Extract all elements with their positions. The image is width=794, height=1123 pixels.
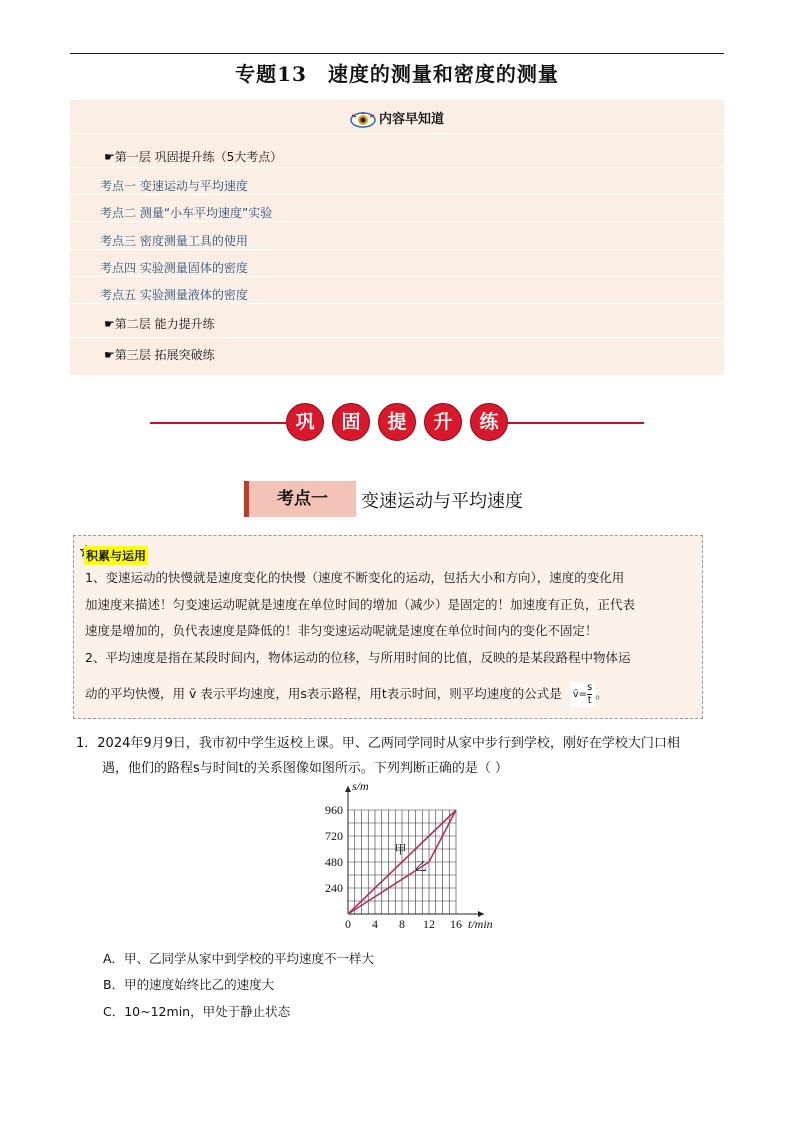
toc-layer-1[interactable]: ☛第一层 巩固提升练（5大考点）	[104, 150, 283, 164]
toc-point-2[interactable]: 考点二 测量“小车平均速度”实验	[100, 206, 273, 220]
x-tick-label: 16	[450, 917, 462, 931]
question-stem-line-1: 1．2024年9月9日，我市初中学生返校上课。甲、乙两同学同时从家中步行到学校，刚好在学校大门口相	[76, 736, 680, 751]
toc-layer-3[interactable]: ☛第三层 拓展突破练	[104, 348, 215, 362]
section-banner	[286, 403, 508, 441]
y-axis-label: s/m	[352, 779, 369, 793]
banner-line-left	[150, 422, 290, 424]
toc-box	[70, 100, 724, 375]
section-badge: 考点一	[244, 481, 356, 517]
toc-point-1[interactable]: 考点一 变速运动与平均速度	[100, 179, 248, 193]
y-tick-label: 720	[325, 829, 343, 843]
knowledge-line: 速度是增加的，负代表速度是降低的！非匀变速运动呢就是速度在单位时间内的变化不固定！	[85, 623, 598, 638]
toc-heading-text: 内容早知道	[378, 112, 444, 127]
knowledge-box	[73, 535, 703, 719]
y-tick-label: 960	[325, 803, 343, 817]
toc-heading	[70, 108, 724, 128]
top-rule	[70, 53, 724, 54]
option-b[interactable]: B．甲的速度始终比乙的速度大	[103, 977, 275, 992]
series-label: 甲	[394, 842, 407, 857]
knowledge-line-text: 动的平均快慢，用 v̄ 表示平均速度，用s表示路程，用t表示时间，则平均速度的公式是	[85, 686, 562, 701]
toc-point-4[interactable]: 考点四 实验测量固体的密度	[100, 261, 248, 275]
formula-left: v̄=	[572, 688, 588, 700]
average-speed-formula	[570, 682, 596, 707]
question-stem-line-2: 遇，他们的路程s与时间t的关系图像如图所示。下列判断正确的是（ ）	[102, 761, 509, 776]
knowledge-line: 加速度来描述！匀变速运动呢就是速度在单位时间的增加（减少）是固定的！加速度有正负，正代表	[85, 597, 636, 612]
y-tick-label: 480	[325, 855, 343, 869]
toc-layer-2[interactable]: ☛第二层 能力提升练	[104, 317, 215, 331]
x-tick-label: 12	[423, 917, 435, 931]
knowledge-line-formula	[85, 682, 608, 707]
x-tick-label: 4	[372, 917, 378, 931]
x-axis-label: t/min	[468, 917, 493, 931]
formula-numerator: s	[587, 682, 593, 693]
y-tick-label: 240	[325, 881, 343, 895]
knowledge-tag: 积累与运用	[84, 546, 148, 565]
eye-icon	[350, 112, 376, 128]
series-label: 乙	[414, 859, 427, 874]
banner-char: 练	[470, 403, 508, 441]
y-axis-arrow	[345, 786, 351, 792]
x-tick-label: 8	[399, 917, 405, 931]
distance-time-chart	[300, 778, 505, 940]
x-tick-label: 0	[345, 917, 351, 931]
toc-point-3[interactable]: 考点三 密度测量工具的使用	[100, 234, 248, 248]
toc-point-5[interactable]: 考点五 实验测量液体的密度	[100, 288, 248, 302]
knowledge-line: 2、平均速度是指在某段时间内，物体运动的位移，与所用时间的比值，反映的是某段路程中物体运	[85, 650, 631, 665]
formula-end: 。	[595, 686, 608, 701]
page-title: 专题13 速度的测量和密度的测量	[235, 62, 559, 86]
option-c[interactable]: C．10~12min，甲处于静止状态	[103, 1004, 291, 1019]
banner-char: 巩	[286, 403, 324, 441]
option-a[interactable]: A．甲、乙同学从家中到学校的平均速度不一样大	[103, 951, 375, 966]
formula-denominator: t	[587, 695, 592, 706]
banner-char: 升	[424, 403, 462, 441]
section-title: 变速运动与平均速度	[361, 491, 523, 512]
banner-char: 固	[332, 403, 370, 441]
banner-char: 提	[378, 403, 416, 441]
banner-line-right	[504, 422, 644, 424]
knowledge-line: 1、变速运动的快慢就是速度变化的快慢（速度不断变化的运动，包括大小和方向），速度的变化用	[85, 570, 625, 585]
